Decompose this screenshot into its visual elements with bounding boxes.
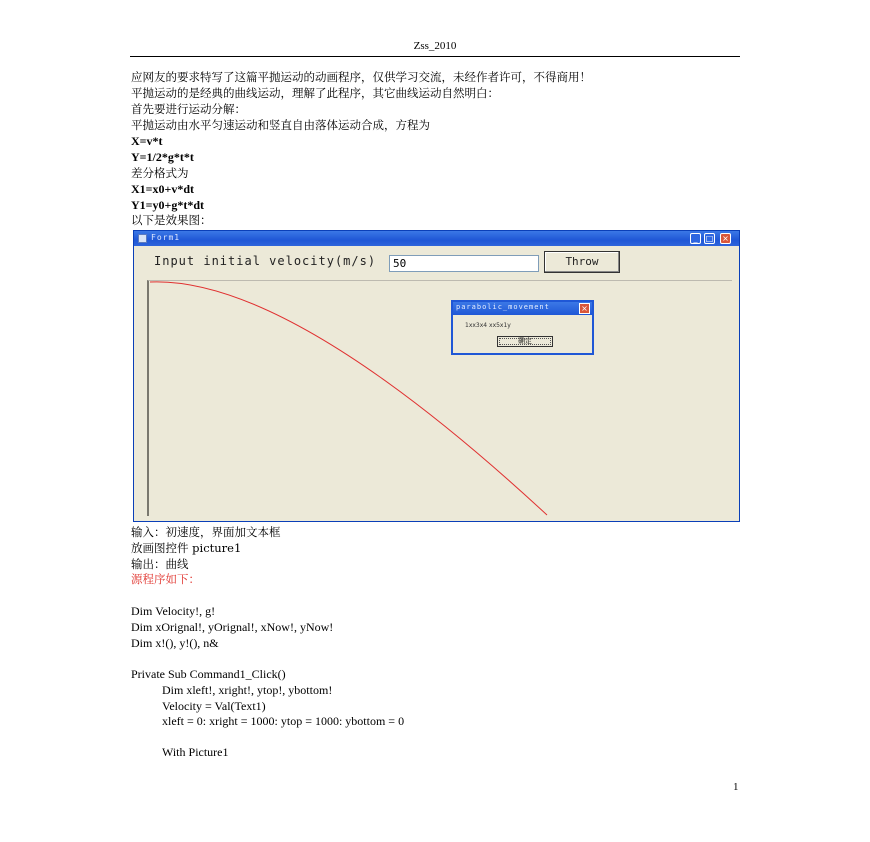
header-text: Zss_2010 bbox=[413, 40, 457, 52]
minimize-icon[interactable]: _ bbox=[690, 233, 701, 244]
code-line-6: Velocity = Val(Text1) bbox=[162, 699, 266, 713]
intro-line-3: 首先要进行运动分解： bbox=[131, 102, 246, 116]
code-line-4: Private Sub Command1_Click() bbox=[131, 667, 286, 681]
maximize-icon[interactable]: □ bbox=[705, 234, 714, 243]
window-titlebar bbox=[134, 231, 739, 246]
form-window bbox=[133, 230, 740, 522]
input-line: 输入：初速度，界面加文本框 bbox=[131, 525, 281, 539]
code-line-5: Dim xleft!, xright!, ytop!, ybottom! bbox=[162, 683, 333, 697]
message-box-close-icon[interactable]: × bbox=[579, 303, 590, 314]
diff-label: 差分格式为 bbox=[131, 166, 189, 180]
equation-x: X=v*t bbox=[131, 134, 163, 148]
app-icon bbox=[138, 234, 147, 243]
trajectory-canvas bbox=[149, 281, 732, 516]
control-line: 放画图控件 picture1 bbox=[131, 541, 242, 555]
intro-line-2: 平抛运动的是经典的曲线运动，理解了此程序，其它曲线运动自然明白： bbox=[131, 86, 499, 100]
velocity-label: Input initial velocity(m/s) bbox=[154, 254, 377, 268]
message-box-text: 1xx3x4 xx5x1y bbox=[465, 322, 511, 329]
intro-line-1: 应网友的要求特写了这篇平抛运动的动画程序，仅供学习交流，未经作者许可，不得商用！ bbox=[131, 70, 591, 84]
message-box-titlebar bbox=[453, 302, 592, 315]
page-number: 1 bbox=[733, 781, 739, 793]
code-line-1: Dim Velocity!, g! bbox=[131, 604, 216, 618]
message-box-title: parabolic_movement bbox=[456, 303, 550, 311]
message-box bbox=[451, 300, 594, 355]
equation-y1: Y1=y0+g*t*dt bbox=[131, 198, 205, 212]
code-line-8: With Picture1 bbox=[162, 745, 229, 759]
equation-y: Y=1/2*g*t*t bbox=[131, 150, 194, 164]
code-line-3: Dim x!(), y!(), n& bbox=[131, 636, 219, 650]
intro-line-4: 平抛运动由水平匀速运动和竖直自由落体运动合成，方程为 bbox=[131, 118, 430, 132]
code-line-2: Dim xOrignal!, yOrignal!, xNow!, yNow! bbox=[131, 620, 334, 634]
effect-label: 以下是效果图： bbox=[131, 213, 212, 227]
equation-x1: X1=x0+v*dt bbox=[131, 182, 195, 196]
throw-button[interactable]: Throw bbox=[544, 251, 620, 273]
header-rule bbox=[130, 56, 740, 57]
message-box-ok-button[interactable]: 确定 bbox=[497, 336, 553, 347]
source-heading: 源程序如下： bbox=[131, 572, 200, 586]
close-icon[interactable]: × bbox=[720, 233, 731, 244]
velocity-input[interactable]: 50 bbox=[389, 255, 539, 272]
window-title: Form1 bbox=[151, 233, 181, 242]
output-line: 输出：曲线 bbox=[131, 557, 189, 571]
code-line-7: xleft = 0: xright = 1000: ytop = 1000: ybottom = 0 bbox=[162, 714, 405, 728]
picture-box bbox=[147, 280, 732, 516]
